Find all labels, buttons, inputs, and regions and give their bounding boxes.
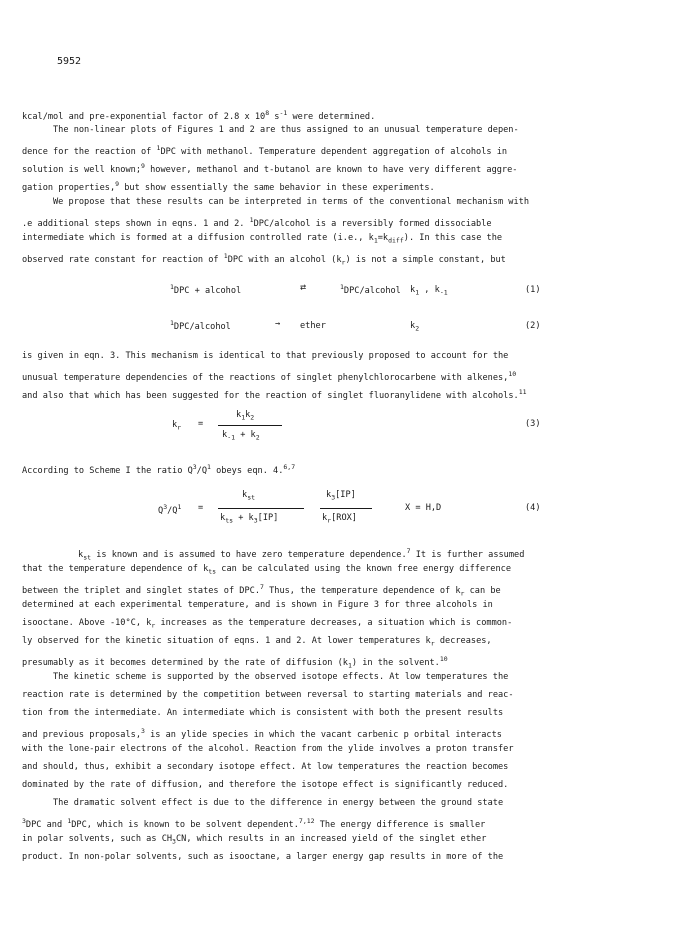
eq4-fraction1-bar	[218, 508, 304, 509]
para7-line-2: reaction rate is determined by the competition between reversal to starting materials and reac-	[22, 690, 514, 700]
para6-line-6: ly observed for the kinetic situation of eqns. 1 and 2. At lower temperatures $k_r$ decreases,	[22, 636, 492, 648]
para4-line-1: is given in eqn. 3. This mechanism is identical to that previously proposed to account for the	[22, 351, 509, 361]
para8-line-3: in polar solvents, such as $CH_3CN$, which results in an increased yield of the singlet ether	[22, 834, 487, 846]
eq2-right: ether	[300, 321, 326, 331]
para4-line-3: and also that which has been suggested for the reaction of singlet fluoranylidene with alcohols.$^{11}$	[22, 388, 527, 401]
para7-line-6: and should, thus, exhibit a secondary isotope effect. At low temperatures the reaction becomes	[22, 762, 509, 772]
eq4-equals: =	[198, 503, 204, 513]
para3-line-1: We propose that these results can be interpreted in terms of the conventional mechanism with	[53, 197, 529, 207]
eq2-left: $^1$DPC/alcohol	[170, 319, 231, 332]
para2-line-3: solution is well known;$^9$ however, methanol and t-butanol are known to have very different aggre-	[22, 162, 518, 175]
eq1-left: $^1$DPC + alcohol	[170, 283, 242, 296]
para6-line-5: isooctane. Above -10°C, $k_r$ increases as the temperature decreases, a situation which is common-	[22, 618, 513, 630]
para3-line-3: intermediate which is formed at a diffusion controlled rate (i.e., $k_1=k_{diff}$). In this case the	[22, 233, 503, 245]
para3-line-4: observed rate constant for reaction of $^1$DPC with an alcohol $(k_r)$ is not a simple constant, but	[22, 252, 506, 267]
eq4-number: (4)	[525, 503, 541, 513]
eq3-numerator: $k_1k_2$	[236, 410, 255, 422]
eq1-right: $^1$DPC/alcohol	[340, 283, 401, 296]
para2-line-4: gation properties,$^9$ but show essentially the same behavior in these experiments.	[22, 180, 435, 193]
eq2-number: (2)	[525, 321, 541, 331]
para6-line-3: between the triplet and singlet states of DPC.$^7$ Thus, the temperature dependence of $k_r$ can be	[22, 583, 501, 598]
para7-line-5: with the lone-pair electrons of the alcohol. Reaction from the ylide involves a proton transfer	[22, 744, 514, 754]
para6-line-2: that the temperature dependence of $k_{ts}$ can be calculated using the known free energy difference	[22, 564, 512, 576]
eq1-number: (1)	[525, 285, 541, 295]
eq3-fraction-bar	[218, 425, 282, 426]
eq2-arrow: →	[275, 319, 281, 329]
para6-line-1: $k_{st}$ is known and is assumed to have zero temperature dependence.$^7$ It is further assumed	[78, 547, 525, 562]
para8-line-4: product. In non-polar solvents, such as isooctane, a larger energy gap results in more of the	[22, 852, 504, 862]
para6-line-4: determined at each experimental temperature, and is shown in Figure 3 for three alcohols in	[22, 600, 493, 610]
para7-line-3: tion from the intermediate. An intermediate which is consistent with both the present results	[22, 708, 504, 718]
eq2-rate-constant: $k_2$	[410, 321, 420, 333]
para7-line-1: The kinetic scheme is supported by the observed isotope effects. At low temperatures the	[53, 672, 509, 682]
eq4-fraction2-numerator: $k_3[IP]$	[326, 490, 356, 502]
para5-line-1: According to Scheme I the ratio $Q^3/Q^1$ obeys eqn. 4.$^{6,7}$	[22, 463, 296, 476]
para2-line-1: The non-linear plots of Figures 1 and 2 are thus assigned to an unusual temperature depen-	[53, 125, 519, 135]
eq1-rate-constants: $k_1$ , $k_{-1}$	[410, 285, 448, 297]
eq3-denominator: $k_{-1} + k_2$	[222, 430, 260, 442]
eq4-fraction1-denominator: $k_{ts} + k_3[IP]$	[220, 513, 279, 525]
para6-line-7: presumably as it becomes determined by the rate of diffusion $(k_1)$ in the solvent.$^{10}$	[22, 655, 448, 670]
eq4-condition: X = H,D	[405, 503, 442, 513]
eq1-arrow: ⇄	[300, 282, 307, 293]
para3-line-2: .e additional steps shown in eqns. 1 and 2. $^1$DPC/alcohol is a reversibly formed dissociable	[22, 216, 492, 229]
eq3-lhs: $k_r$	[172, 420, 182, 432]
para2-line-2: dence for the reaction of $^1$DPC with methanol. Temperature dependent aggregation of alcohols in	[22, 144, 508, 157]
eq4-lhs: $Q^3/Q^1$	[158, 503, 182, 516]
eq4-fraction2-denominator: $k_r[ROX]$	[322, 513, 357, 525]
eq4-fraction2-bar	[320, 508, 372, 509]
para8-line-2: $^3$DPC and $^1$DPC, which is known to be solvent dependent.$^{7,12}$ The energy difference is smaller	[22, 817, 486, 830]
page-number: 5952	[57, 56, 82, 67]
para7-line-4: and previous proposals,$^3$ is an ylide species in which the vacant carbenic p orbital interacts	[22, 727, 502, 740]
eq3-equals: =	[198, 419, 204, 429]
eq4-fraction1-numerator: $k_{st}$	[242, 490, 256, 502]
para7-line-7: dominated by the rate of diffusion, and therefore the isotope effect is significantly reduced.	[22, 780, 509, 790]
eq3-number: (3)	[525, 419, 541, 429]
para8-line-1: The dramatic solvent effect is due to the difference in energy between the ground state	[53, 798, 504, 808]
para1-line-1: kcal/mol and pre-exponential factor of 2.8 x $10^8$ $s^{-1}$ were determined.	[22, 109, 376, 122]
para4-line-2: unusual temperature dependencies of the reactions of singlet phenylchlorocarbene with alkenes,$^{10}$	[22, 370, 517, 383]
